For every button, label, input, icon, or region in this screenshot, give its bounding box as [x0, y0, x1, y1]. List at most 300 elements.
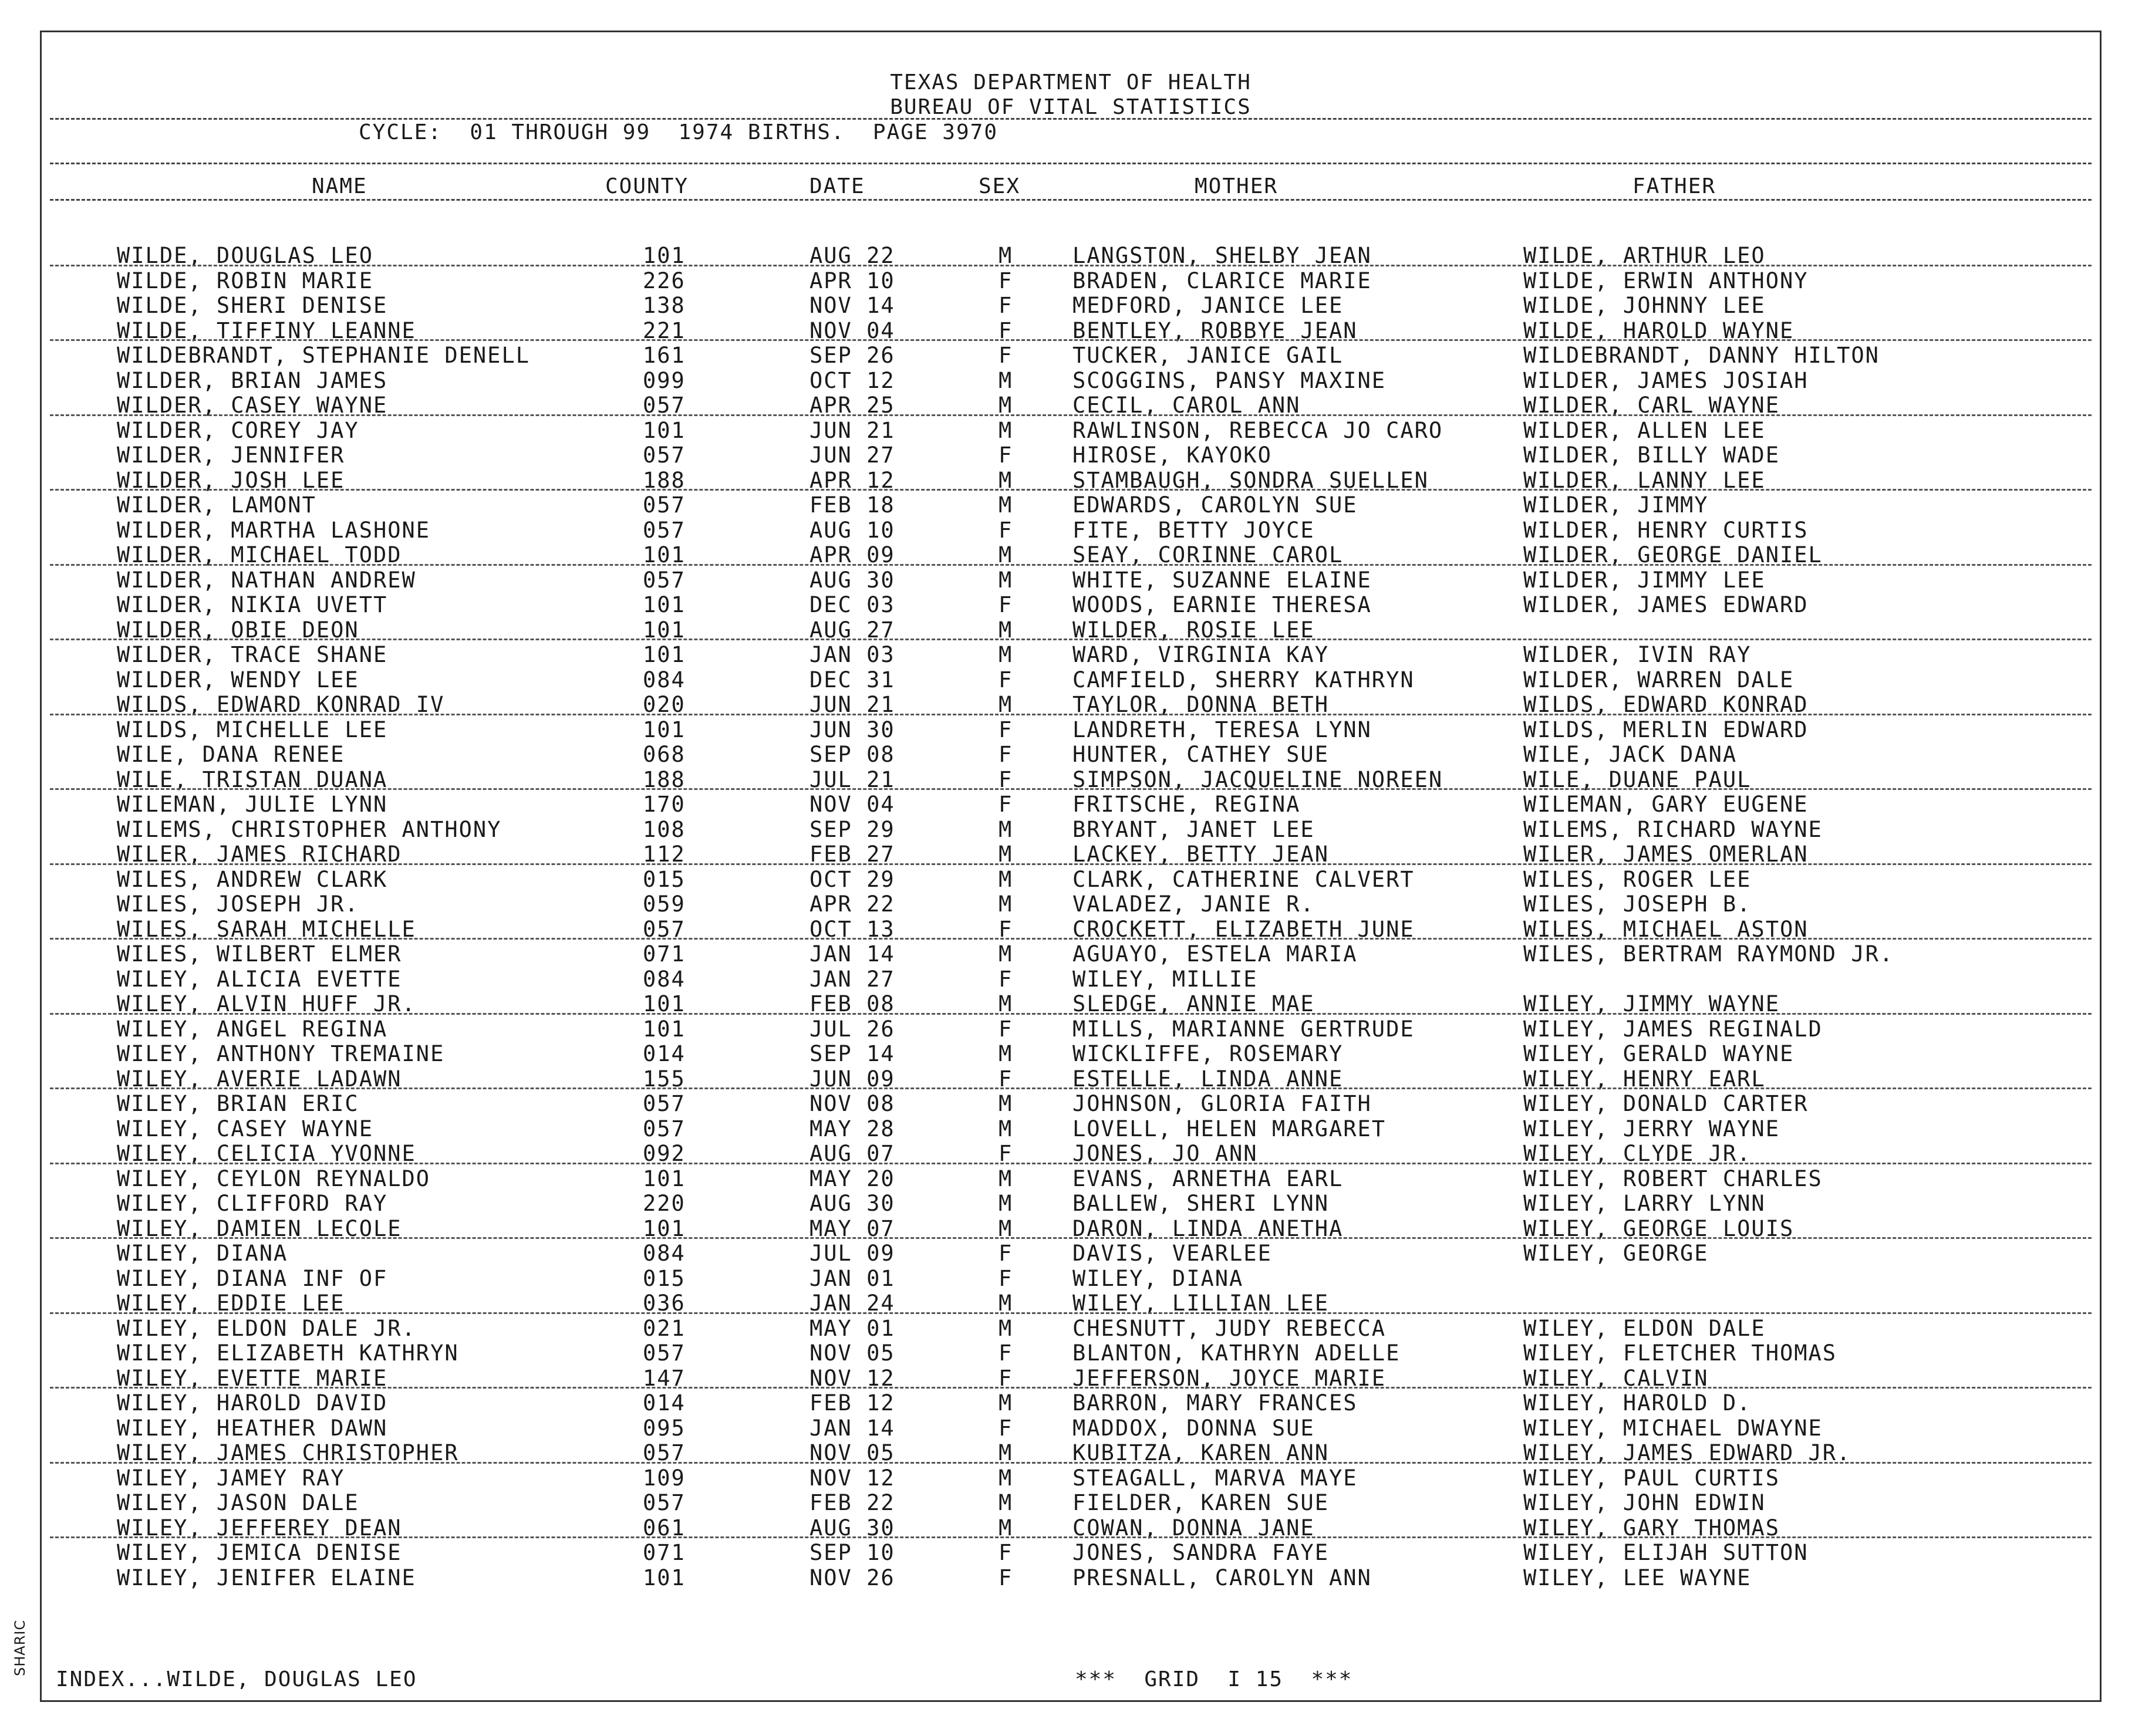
record-mother: JEFFERSON, JOYCE MARIE [1072, 1365, 1387, 1391]
record-father: WILEY, JAMES REGINALD [1523, 1016, 1823, 1042]
record-father: WILDER, LANNY LEE [1523, 467, 1766, 493]
record-date: JUN 09 [809, 1066, 895, 1092]
record-county: 057 [643, 1091, 686, 1116]
record-county: 099 [643, 367, 686, 393]
record-sex: F [999, 592, 1013, 617]
grid-footer: *** GRID I 15 *** [1075, 1667, 1353, 1691]
record-father: WILDER, CARL WAYNE [1523, 393, 1780, 418]
record-row [42, 967, 2100, 992]
record-name: WILDER, WENDY LEE [117, 667, 359, 693]
record-row [42, 1366, 2100, 1391]
record-row [42, 917, 2100, 943]
record-row [42, 618, 2100, 643]
record-date: MAY 01 [809, 1315, 895, 1341]
record-sex: M [999, 692, 1013, 717]
record-mother: CAMFIELD, SHERRY KATHRYN [1072, 667, 1415, 693]
record-sex: M [999, 1041, 1013, 1066]
record-father: WILDER, JAMES EDWARD [1523, 592, 1809, 617]
record-sex: M [999, 1315, 1013, 1341]
record-row [42, 1191, 2100, 1217]
record-name: WILDS, EDWARD KONRAD IV [117, 692, 445, 717]
record-county: 147 [643, 1365, 686, 1391]
record-mother: JOHNSON, GLORIA FAITH [1072, 1091, 1372, 1116]
record-date: NOV 14 [809, 293, 895, 318]
record-row [42, 1316, 2100, 1342]
record-mother: RAWLINSON, REBECCA JO CARO [1072, 417, 1443, 443]
record-row [42, 518, 2100, 543]
record-row [42, 1341, 2100, 1366]
record-sex: M [999, 941, 1013, 967]
record-sex: F [999, 1016, 1013, 1042]
record-name: WILEY, EDDIE LEE [117, 1291, 345, 1316]
record-sex: M [999, 1465, 1013, 1491]
record-date: FEB 22 [809, 1490, 895, 1515]
record-name: WILDEBRANDT, STEPHANIE DENELL [117, 343, 531, 368]
record-row [42, 593, 2100, 618]
record-sex: M [999, 467, 1013, 493]
record-name: WILDER, COREY JAY [117, 417, 359, 443]
record-county: 155 [643, 1066, 686, 1092]
record-sex: F [999, 1540, 1013, 1565]
record-date: APR 10 [809, 268, 895, 293]
record-father: WILE, JACK DANA [1523, 742, 1738, 767]
record-row [42, 1217, 2100, 1242]
record-date: NOV 04 [809, 792, 895, 817]
record-name: WILEY, CEYLON REYNALDO [117, 1166, 431, 1191]
record-county: 057 [643, 393, 686, 418]
record-father: WILEY, ROBERT CHARLES [1523, 1166, 1823, 1191]
record-row [42, 443, 2100, 468]
record-row [42, 1266, 2100, 1292]
record-father: WILES, BERTRAM RAYMOND JR. [1523, 941, 1894, 967]
record-county: 057 [643, 1116, 686, 1141]
record-row [42, 1441, 2100, 1466]
record-row [42, 1167, 2100, 1192]
record-county: 084 [643, 1241, 686, 1266]
record-county: 161 [643, 343, 686, 368]
record-mother: MILLS, MARIANNE GERTRUDE [1072, 1016, 1415, 1042]
record-row [42, 293, 2100, 319]
record-mother: ESTELLE, LINDA ANNE [1072, 1066, 1344, 1092]
column-header-date: DATE [809, 174, 865, 198]
record-sex: F [999, 717, 1013, 742]
record-county: 101 [643, 617, 686, 643]
record-county: 015 [643, 866, 686, 892]
record-father: WILEY, GARY THOMAS [1523, 1515, 1780, 1541]
record-county: 057 [643, 1440, 686, 1465]
record-father: WILDER, ALLEN LEE [1523, 417, 1766, 443]
record-mother: LOVELL, HELEN MARGARET [1072, 1116, 1387, 1141]
record-county: 057 [643, 517, 686, 543]
record-date: NOV 08 [809, 1091, 895, 1116]
record-mother: WILDER, ROSIE LEE [1072, 617, 1315, 643]
record-row [42, 418, 2100, 444]
record-sex: M [999, 1116, 1013, 1141]
record-sex: F [999, 1141, 1013, 1166]
record-name: WILDE, TIFFINY LEANNE [117, 318, 416, 343]
record-date: NOV 05 [809, 1340, 895, 1366]
record-name: WILE, DANA RENEE [117, 742, 345, 767]
record-father: WILEY, MICHAEL DWAYNE [1523, 1415, 1823, 1441]
record-name: WILEY, JEMICA DENISE [117, 1540, 402, 1565]
record-county: 057 [643, 916, 686, 942]
record-date: AUG 10 [809, 517, 895, 543]
record-name: WILES, ANDREW CLARK [117, 866, 388, 892]
record-sex: F [999, 318, 1013, 343]
record-name: WILEY, HEATHER DAWN [117, 1415, 388, 1441]
record-father: WILDS, MERLIN EDWARD [1523, 717, 1809, 742]
record-name: WILEY, AVERIE LADAWN [117, 1066, 402, 1092]
record-row [42, 1416, 2100, 1441]
record-date: JAN 24 [809, 1291, 895, 1316]
record-sex: M [999, 1215, 1013, 1241]
record-father: WILEY, LEE WAYNE [1523, 1565, 1752, 1590]
record-county: 101 [643, 542, 686, 568]
record-father: WILE, DUANE PAUL [1523, 766, 1752, 792]
record-row [42, 568, 2100, 593]
record-name: WILEY, ALVIN HUFF JR. [117, 991, 416, 1016]
record-row [42, 269, 2100, 294]
record-row [42, 1541, 2100, 1566]
record-father: WILEY, DONALD CARTER [1523, 1091, 1809, 1116]
record-father: WILDS, EDWARD KONRAD [1523, 692, 1809, 717]
record-sex: F [999, 916, 1013, 942]
record-father: WILDER, WARREN DALE [1523, 667, 1795, 693]
record-name: WILDER, TRACE SHANE [117, 642, 388, 667]
record-sex: M [999, 1440, 1013, 1465]
record-sex: F [999, 1565, 1013, 1590]
record-county: 061 [643, 1515, 686, 1541]
record-mother: PRESNALL, CAROLYN ANN [1072, 1565, 1372, 1590]
record-date: OCT 13 [809, 916, 895, 942]
record-mother: WARD, VIRGINIA KAY [1072, 642, 1329, 667]
record-row [42, 1291, 2100, 1316]
record-sex: M [999, 417, 1013, 443]
record-date: FEB 27 [809, 842, 895, 867]
birth-records-list [42, 244, 2100, 1590]
record-father: WILDE, ERWIN ANTHONY [1523, 268, 1809, 293]
record-name: WILDER, LAMONT [117, 492, 316, 518]
record-father: WILEMS, RICHARD WAYNE [1523, 816, 1823, 842]
record-county: 188 [643, 766, 686, 792]
record-father: WILES, ROGER LEE [1523, 866, 1752, 892]
record-sex: M [999, 367, 1013, 393]
record-county: 101 [643, 1166, 686, 1191]
record-sex: F [999, 1415, 1013, 1441]
record-mother: LACKEY, BETTY JEAN [1072, 842, 1329, 867]
record-sex: F [999, 1340, 1013, 1366]
record-father: WILEY, PAUL CURTIS [1523, 1465, 1780, 1491]
record-mother: TAYLOR, DONNA BETH [1072, 692, 1329, 717]
record-name: WILDER, JOSH LEE [117, 467, 345, 493]
record-date: SEP 14 [809, 1041, 895, 1066]
record-mother: BRYANT, JANET LEE [1072, 816, 1315, 842]
record-date: AUG 07 [809, 1141, 895, 1166]
record-county: 020 [643, 692, 686, 717]
record-county: 057 [643, 567, 686, 593]
record-county: 221 [643, 318, 686, 343]
record-county: 138 [643, 293, 686, 318]
record-mother: COWAN, DONNA JANE [1072, 1515, 1315, 1541]
record-father: WILEY, FLETCHER THOMAS [1523, 1340, 1837, 1366]
record-date: NOV 12 [809, 1465, 895, 1491]
record-row [42, 1566, 2100, 1591]
record-date: JUN 27 [809, 443, 895, 468]
record-father: WILES, MICHAEL ASTON [1523, 916, 1809, 942]
record-name: WILER, JAMES RICHARD [117, 842, 402, 867]
record-date: AUG 30 [809, 1515, 895, 1541]
record-name: WILEY, DIANA INF OF [117, 1265, 388, 1291]
record-father: WILDER, GEORGE DANIEL [1523, 542, 1823, 568]
record-sex: F [999, 1241, 1013, 1266]
record-county: 101 [643, 717, 686, 742]
record-father: WILEY, JIMMY WAYNE [1523, 991, 1780, 1016]
record-date: JUN 30 [809, 717, 895, 742]
record-father: WILDER, JAMES JOSIAH [1523, 367, 1809, 393]
record-date: APR 22 [809, 891, 895, 917]
record-mother: SEAY, CORINNE CAROL [1072, 542, 1344, 568]
record-name: WILEY, ANGEL REGINA [117, 1016, 388, 1042]
record-father: WILEY, GEORGE [1523, 1241, 1709, 1266]
record-mother: WOODS, EARNIE THERESA [1072, 592, 1372, 617]
record-date: MAY 07 [809, 1215, 895, 1241]
record-date: JUL 21 [809, 766, 895, 792]
record-date: SEP 08 [809, 742, 895, 767]
record-name: WILEY, JEFFEREY DEAN [117, 1515, 402, 1541]
record-row [42, 319, 2100, 344]
record-name: WILEMS, CHRISTOPHER ANTHONY [117, 816, 502, 842]
record-name: WILDE, ROBIN MARIE [117, 268, 373, 293]
record-sex: M [999, 842, 1013, 867]
record-sex: M [999, 991, 1013, 1016]
record-sex: F [999, 293, 1013, 318]
record-county: 021 [643, 1315, 686, 1341]
record-row [42, 244, 2100, 269]
record-father: WILDE, HAROLD WAYNE [1523, 318, 1795, 343]
record-name: WILDER, NIKIA UVETT [117, 592, 388, 617]
record-name: WILEY, ELDON DALE JR. [117, 1315, 416, 1341]
record-row [42, 1017, 2100, 1042]
record-father: WILEY, ELDON DALE [1523, 1315, 1766, 1341]
record-father: WILDER, HENRY CURTIS [1523, 517, 1809, 543]
record-mother: SCOGGINS, PANSY MAXINE [1072, 367, 1387, 393]
column-rule-bottom [50, 199, 2092, 201]
record-row [42, 1491, 2100, 1516]
record-mother: BRADEN, CLARICE MARIE [1072, 268, 1372, 293]
record-county: 014 [643, 1041, 686, 1066]
record-mother: BARRON, MARY FRANCES [1072, 1390, 1358, 1416]
record-sex: M [999, 567, 1013, 593]
record-row [42, 867, 2100, 893]
record-mother: STEAGALL, MARVA MAYE [1072, 1465, 1358, 1491]
record-mother: FRITSCHE, REGINA [1072, 792, 1301, 817]
record-father: WILEY, GEORGE LOUIS [1523, 1215, 1795, 1241]
record-sex: M [999, 393, 1013, 418]
record-name: WILDER, CASEY WAYNE [117, 393, 388, 418]
header-rule [50, 118, 2092, 120]
record-sex: M [999, 1091, 1013, 1116]
record-father: WILDER, IVIN RAY [1523, 642, 1752, 667]
column-rule-top [50, 163, 2092, 164]
record-father: WILDER, JIMMY [1523, 492, 1709, 518]
record-date: FEB 18 [809, 492, 895, 518]
record-county: 112 [643, 842, 686, 867]
record-sex: M [999, 542, 1013, 568]
record-name: WILEY, DAMIEN LECOLE [117, 1215, 402, 1241]
record-county: 101 [643, 991, 686, 1016]
record-sex: F [999, 966, 1013, 992]
record-mother: WILEY, MILLIE [1072, 966, 1258, 992]
record-county: 220 [643, 1191, 686, 1216]
record-mother: JONES, JO ANN [1072, 1141, 1258, 1166]
record-date: DEC 03 [809, 592, 895, 617]
record-row [42, 992, 2100, 1017]
record-father: WILEY, JAMES EDWARD JR. [1523, 1440, 1851, 1465]
record-date: OCT 29 [809, 866, 895, 892]
record-name: WILEY, ELIZABETH KATHRYN [117, 1340, 459, 1366]
record-county: 057 [643, 1490, 686, 1515]
record-name: WILDS, MICHELLE LEE [117, 717, 388, 742]
register-page [40, 31, 2102, 1702]
record-row [42, 1516, 2100, 1541]
record-mother: HUNTER, CATHEY SUE [1072, 742, 1329, 767]
record-father: WILEMAN, GARY EUGENE [1523, 792, 1809, 817]
record-row [42, 742, 2100, 768]
record-date: JUN 21 [809, 417, 895, 443]
record-mother: KUBITZA, KAREN ANN [1072, 1440, 1329, 1465]
record-row [42, 369, 2100, 394]
record-father: WILDE, ARTHUR LEO [1523, 243, 1766, 268]
record-name: WILEY, ANTHONY TREMAINE [117, 1041, 445, 1066]
record-date: APR 12 [809, 467, 895, 493]
record-father: WILEY, HENRY EARL [1523, 1066, 1766, 1092]
record-date: JAN 01 [809, 1265, 895, 1291]
record-county: 101 [643, 1215, 686, 1241]
record-row [42, 842, 2100, 867]
record-name: WILEY, DIANA [117, 1241, 288, 1266]
record-mother: LANGSTON, SHELBY JEAN [1072, 243, 1372, 268]
record-name: WILEY, CLIFFORD RAY [117, 1191, 388, 1216]
record-row [42, 643, 2100, 668]
record-row [42, 1092, 2100, 1117]
record-mother: FIELDER, KAREN SUE [1072, 1490, 1329, 1515]
record-mother: BLANTON, KATHRYN ADELLE [1072, 1340, 1401, 1366]
record-sex: M [999, 617, 1013, 643]
record-name: WILDER, MARTHA LASHONE [117, 517, 431, 543]
record-name: WILDER, OBIE DEON [117, 617, 359, 643]
record-sex: F [999, 766, 1013, 792]
record-sex: F [999, 792, 1013, 817]
record-father: WILDER, BILLY WADE [1523, 443, 1780, 468]
record-mother: CECIL, CAROL ANN [1072, 393, 1301, 418]
record-county: 059 [643, 891, 686, 917]
record-mother: TUCKER, JANICE GAIL [1072, 343, 1344, 368]
record-sex: F [999, 667, 1013, 693]
record-county: 084 [643, 966, 686, 992]
record-name: WILES, WILBERT ELMER [117, 941, 402, 967]
record-name: WILEY, JENIFER ELAINE [117, 1565, 416, 1590]
cycle-line: CYCLE: 01 THROUGH 99 1974 BIRTHS. PAGE 3970 [359, 120, 998, 144]
record-date: APR 25 [809, 393, 895, 418]
record-county: 068 [643, 742, 686, 767]
record-sex: M [999, 891, 1013, 917]
record-mother: CLARK, CATHERINE CALVERT [1072, 866, 1415, 892]
record-row [42, 1391, 2100, 1416]
record-county: 226 [643, 268, 686, 293]
record-row [42, 1466, 2100, 1491]
record-county: 101 [643, 1016, 686, 1042]
column-header-county: COUNTY [605, 174, 689, 198]
record-county: 108 [643, 816, 686, 842]
record-county: 036 [643, 1291, 686, 1316]
record-mother: WICKLIFFE, ROSEMARY [1072, 1041, 1344, 1066]
record-date: AUG 30 [809, 567, 895, 593]
record-sex: M [999, 866, 1013, 892]
record-sex: F [999, 1066, 1013, 1092]
record-mother: EDWARDS, CAROLYN SUE [1072, 492, 1358, 518]
record-county: 057 [643, 492, 686, 518]
record-county: 084 [643, 667, 686, 693]
record-mother: STAMBAUGH, SONDRA SUELLEN [1072, 467, 1429, 493]
record-row [42, 343, 2100, 369]
record-mother: DAVIS, VEARLEE [1072, 1241, 1272, 1266]
record-father: WILEY, CLYDE JR. [1523, 1141, 1752, 1166]
record-date: NOV 26 [809, 1565, 895, 1590]
record-date: JAN 14 [809, 1415, 895, 1441]
record-county: 014 [643, 1390, 686, 1416]
record-name: WILDE, SHERI DENISE [117, 293, 388, 318]
record-county: 188 [643, 467, 686, 493]
record-name: WILDE, DOUGLAS LEO [117, 243, 373, 268]
record-mother: JONES, SANDRA FAYE [1072, 1540, 1329, 1565]
record-sex: M [999, 1515, 1013, 1541]
side-label: SHARIC [12, 1619, 28, 1676]
record-date: AUG 27 [809, 617, 895, 643]
record-county: 101 [643, 1565, 686, 1590]
record-county: 057 [643, 443, 686, 468]
record-mother: FITE, BETTY JOYCE [1072, 517, 1315, 543]
record-row [42, 693, 2100, 718]
record-row [42, 1042, 2100, 1067]
record-date: MAY 28 [809, 1116, 895, 1141]
record-mother: EVANS, ARNETHA EARL [1072, 1166, 1344, 1191]
record-sex: M [999, 1191, 1013, 1216]
record-sex: M [999, 492, 1013, 518]
record-father: WILDEBRANDT, DANNY HILTON [1523, 343, 1880, 368]
record-mother: AGUAYO, ESTELA MARIA [1072, 941, 1358, 967]
record-mother: VALADEZ, JANIE R. [1072, 891, 1315, 917]
record-row [42, 1117, 2100, 1142]
record-sex: M [999, 1291, 1013, 1316]
record-name: WILEY, CASEY WAYNE [117, 1116, 373, 1141]
record-sex: F [999, 742, 1013, 767]
record-county: 101 [643, 592, 686, 617]
record-name: WILEY, HAROLD DAVID [117, 1390, 388, 1416]
record-sex: F [999, 1365, 1013, 1391]
record-name: WILEMAN, JULIE LYNN [117, 792, 388, 817]
record-date: JUL 09 [809, 1241, 895, 1266]
record-father: WILEY, JOHN EDWIN [1523, 1490, 1766, 1515]
record-sex: M [999, 816, 1013, 842]
column-header-father: FATHER [1632, 174, 1716, 198]
record-date: SEP 26 [809, 343, 895, 368]
record-row [42, 468, 2100, 494]
record-name: WILES, JOSEPH JR. [117, 891, 359, 917]
record-date: NOV 05 [809, 1440, 895, 1465]
record-mother: CHESNUTT, JUDY REBECCA [1072, 1315, 1387, 1341]
record-county: 101 [643, 243, 686, 268]
record-row [42, 493, 2100, 518]
